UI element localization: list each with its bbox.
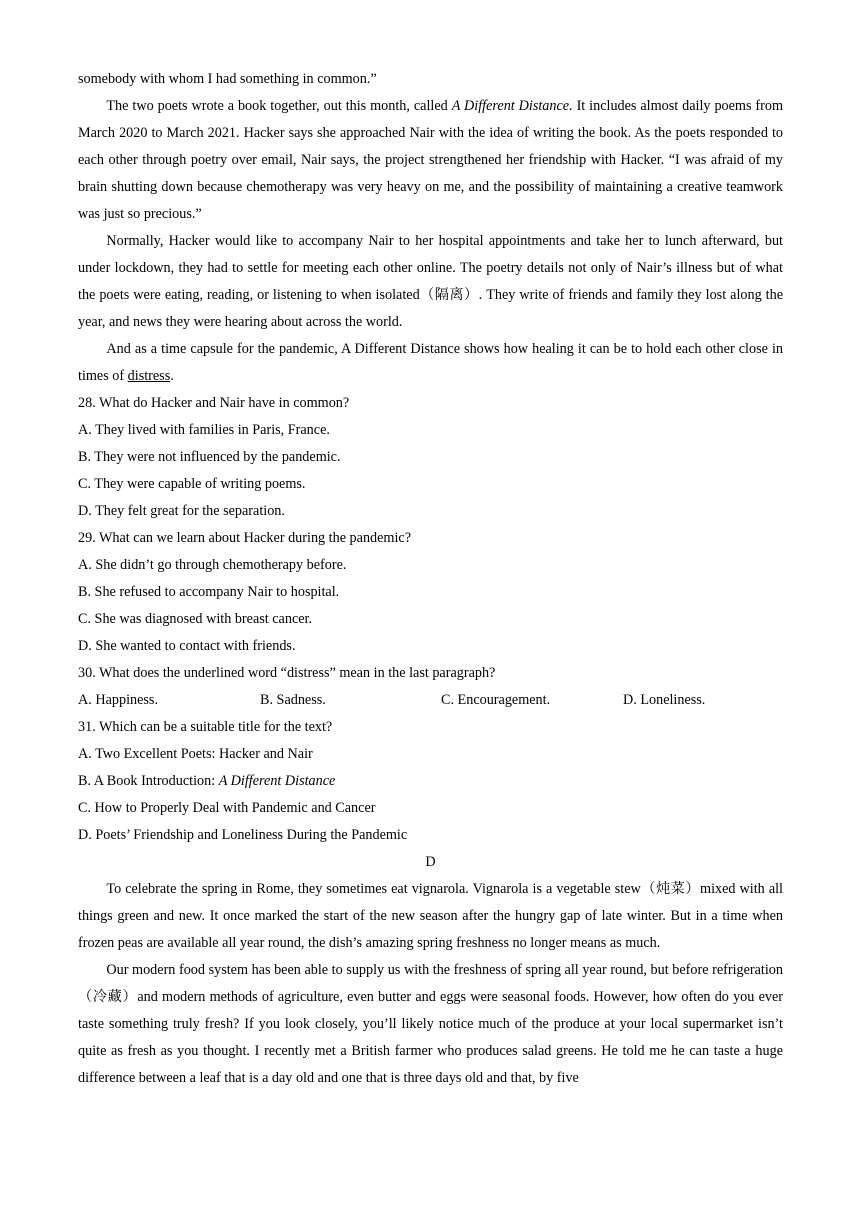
question-29-option-d: D. She wanted to contact with friends. bbox=[78, 638, 296, 654]
passage-d-heading: D bbox=[425, 854, 436, 870]
document-page bbox=[78, 66, 783, 1092]
paragraph-text: And as a time capsule for the pandemic, A Different Distance shows how healing it can be to hold each other close in times of bbox=[78, 341, 783, 384]
book-title: A Different Distance bbox=[218, 773, 336, 789]
passage-c-paragraph-1 bbox=[78, 93, 783, 228]
paragraph-text: It includes almost daily poems from March 2020 to March 2021. Hacker says she approached Nair with the idea of writing the book. As the poets responded to each other through poetry over email, Nair says, the project strengthened her friendship with Hacker. “I was afraid of my brain shutting down because chemotherapy was very heavy on me, and the possibility of maintaining a creative teamwork was just so precious.” bbox=[78, 98, 784, 222]
passage-c-paragraph-0: somebody with whom I had something in common.” bbox=[78, 71, 377, 87]
question-28-stem: 28. What do Hacker and Nair have in common? bbox=[78, 395, 350, 411]
question-28-option-c: C. They were capable of writing poems. bbox=[78, 476, 306, 492]
paragraph-text: The two poets wrote a book together, out this month, called bbox=[106, 98, 452, 114]
question-29-stem: 29. What can we learn about Hacker during the pandemic? bbox=[78, 530, 412, 546]
question-31-stem: 31. Which can be a suitable title for the text? bbox=[78, 719, 333, 735]
question-30-option-a: A. Happiness. bbox=[78, 692, 158, 708]
option-text: B. A Book Introduction: bbox=[78, 773, 219, 789]
question-29-option-c: C. She was diagnosed with breast cancer. bbox=[78, 611, 313, 627]
passage-c-paragraph-2: Normally, Hacker would like to accompany Nair to her hospital appointments and take her to lunch afterward, but under lockdown, they had to settle for meeting each other online. The poetry details not only of Nair’s illness but of what the poets were eating, reading, or listening to when isolated（隔离）. They write of friends and family they lost along the year, and news they were hearing about across the world. bbox=[78, 233, 783, 330]
question-30-option-b: B. Sadness. bbox=[260, 692, 326, 708]
passage-c-paragraph-3 bbox=[78, 336, 783, 390]
question-31-option-a: A. Two Excellent Poets: Hacker and Nair bbox=[78, 746, 313, 762]
question-30-options bbox=[78, 687, 783, 714]
question-28-option-d: D. They felt great for the separation. bbox=[78, 503, 285, 519]
question-31-option-b bbox=[78, 768, 783, 795]
book-title: A Different Distance. bbox=[451, 98, 573, 114]
passage-d-paragraph-1: To celebrate the spring in Rome, they sometimes eat vignarola. Vignarola is a vegetable stew（炖菜）mixed with all things green and new. It once marked the start of the new season after the hungry gap of late winter. But in a time when frozen peas are available all year round, the dish’s amazing spring freshness no longer means as much. bbox=[78, 881, 783, 951]
question-28-option-b: B. They were not influenced by the pandemic. bbox=[78, 449, 341, 465]
question-30-option-d: D. Loneliness. bbox=[623, 692, 706, 708]
question-29-option-b: B. She refused to accompany Nair to hospital. bbox=[78, 584, 340, 600]
paragraph-text: . bbox=[170, 368, 174, 384]
question-31-option-d: D. Poets’ Friendship and Loneliness During the Pandemic bbox=[78, 827, 408, 843]
question-31-option-c: C. How to Properly Deal with Pandemic and Cancer bbox=[78, 800, 376, 816]
underlined-word: distress bbox=[127, 368, 171, 384]
question-29-option-a: A. She didn’t go through chemotherapy before. bbox=[78, 557, 347, 573]
question-30-option-c: C. Encouragement. bbox=[441, 692, 551, 708]
question-30-stem: 30. What does the underlined word “distress” mean in the last paragraph? bbox=[78, 665, 496, 681]
question-28-option-a: A. They lived with families in Paris, France. bbox=[78, 422, 330, 438]
passage-d-paragraph-2: Our modern food system has been able to supply us with the freshness of spring all year round, but before refrigeration（冷藏）and modern methods of agriculture, even butter and eggs were seasonal foods. However, how often do you ever taste something truly fresh? If you look closely, you’ll likely notice much of the produce at your local supermarket isn’t quite as fresh as you thought. I recently met a British farmer who produces salad greens. He told me he can taste a huge difference between a leaf that is a day old and one that is three days old and that, by five bbox=[78, 962, 783, 1086]
